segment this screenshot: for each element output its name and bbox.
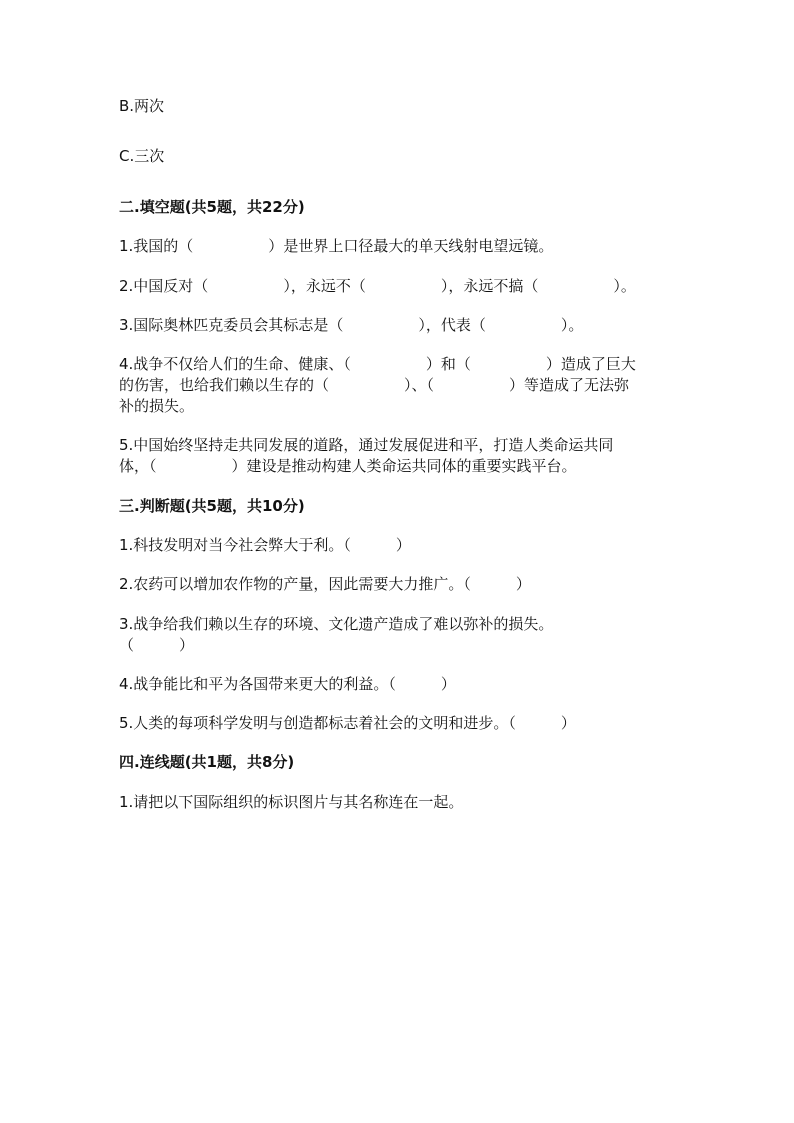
judge-question-3-line-2: （ ）: [119, 636, 195, 654]
judge-question-1: 1.科技发明对当今社会弊大于利。（ ）: [119, 536, 411, 554]
fill-question-4-line-3: 补的损失。: [119, 397, 195, 415]
fill-question-4-line-1: 4.战争不仅给人们的生命、健康、（ ）和（ ）造成了巨大: [119, 355, 636, 373]
judge-question-3-line-1: 3.战争给我们赖以生存的环境、文化遗产造成了难以弥补的损失。: [119, 615, 554, 633]
fill-question-3: 3.国际奥林匹克委员会其标志是（ ），代表（ ）。: [119, 316, 584, 334]
fill-question-4-line-2: 的伤害，也给我们赖以生存的（ ）、（ ）等造成了无法弥: [119, 376, 630, 394]
section-judge-title: 三.判断题(共5题，共10分): [119, 497, 305, 515]
section-match-title: 四.连线题(共1题，共8分): [119, 753, 295, 771]
fill-question-5-line-1: 5.中国始终坚持走共同发展的道路，通过发展促进和平，打造人类命运共同: [119, 436, 614, 454]
fill-question-5-line-2: 体，（ ）建设是推动构建人类命运共同体的重要实践平台。: [119, 457, 577, 475]
judge-question-5: 5.人类的每项科学发明与创造都标志着社会的文明和进步。（ ）: [119, 714, 576, 732]
fill-question-2: 2.中国反对（ ），永远不（ ），永远不搞（ ）。: [119, 277, 636, 295]
fill-question-1: 1.我国的（ ）是世界上口径最大的单天线射电望远镜。: [119, 237, 554, 255]
judge-question-2: 2.农药可以增加农作物的产量，因此需要大力推广。（ ）: [119, 575, 531, 593]
choice-c: C.三次: [119, 147, 165, 165]
section-fill-title: 二.填空题(共5题，共22分): [119, 198, 305, 216]
choice-b: B.两次: [119, 97, 165, 115]
match-question-1: 1.请把以下国际组织的标识图片与其名称连在一起。: [119, 793, 464, 811]
judge-question-4: 4.战争能比和平为各国带来更大的利益。（ ）: [119, 675, 456, 693]
